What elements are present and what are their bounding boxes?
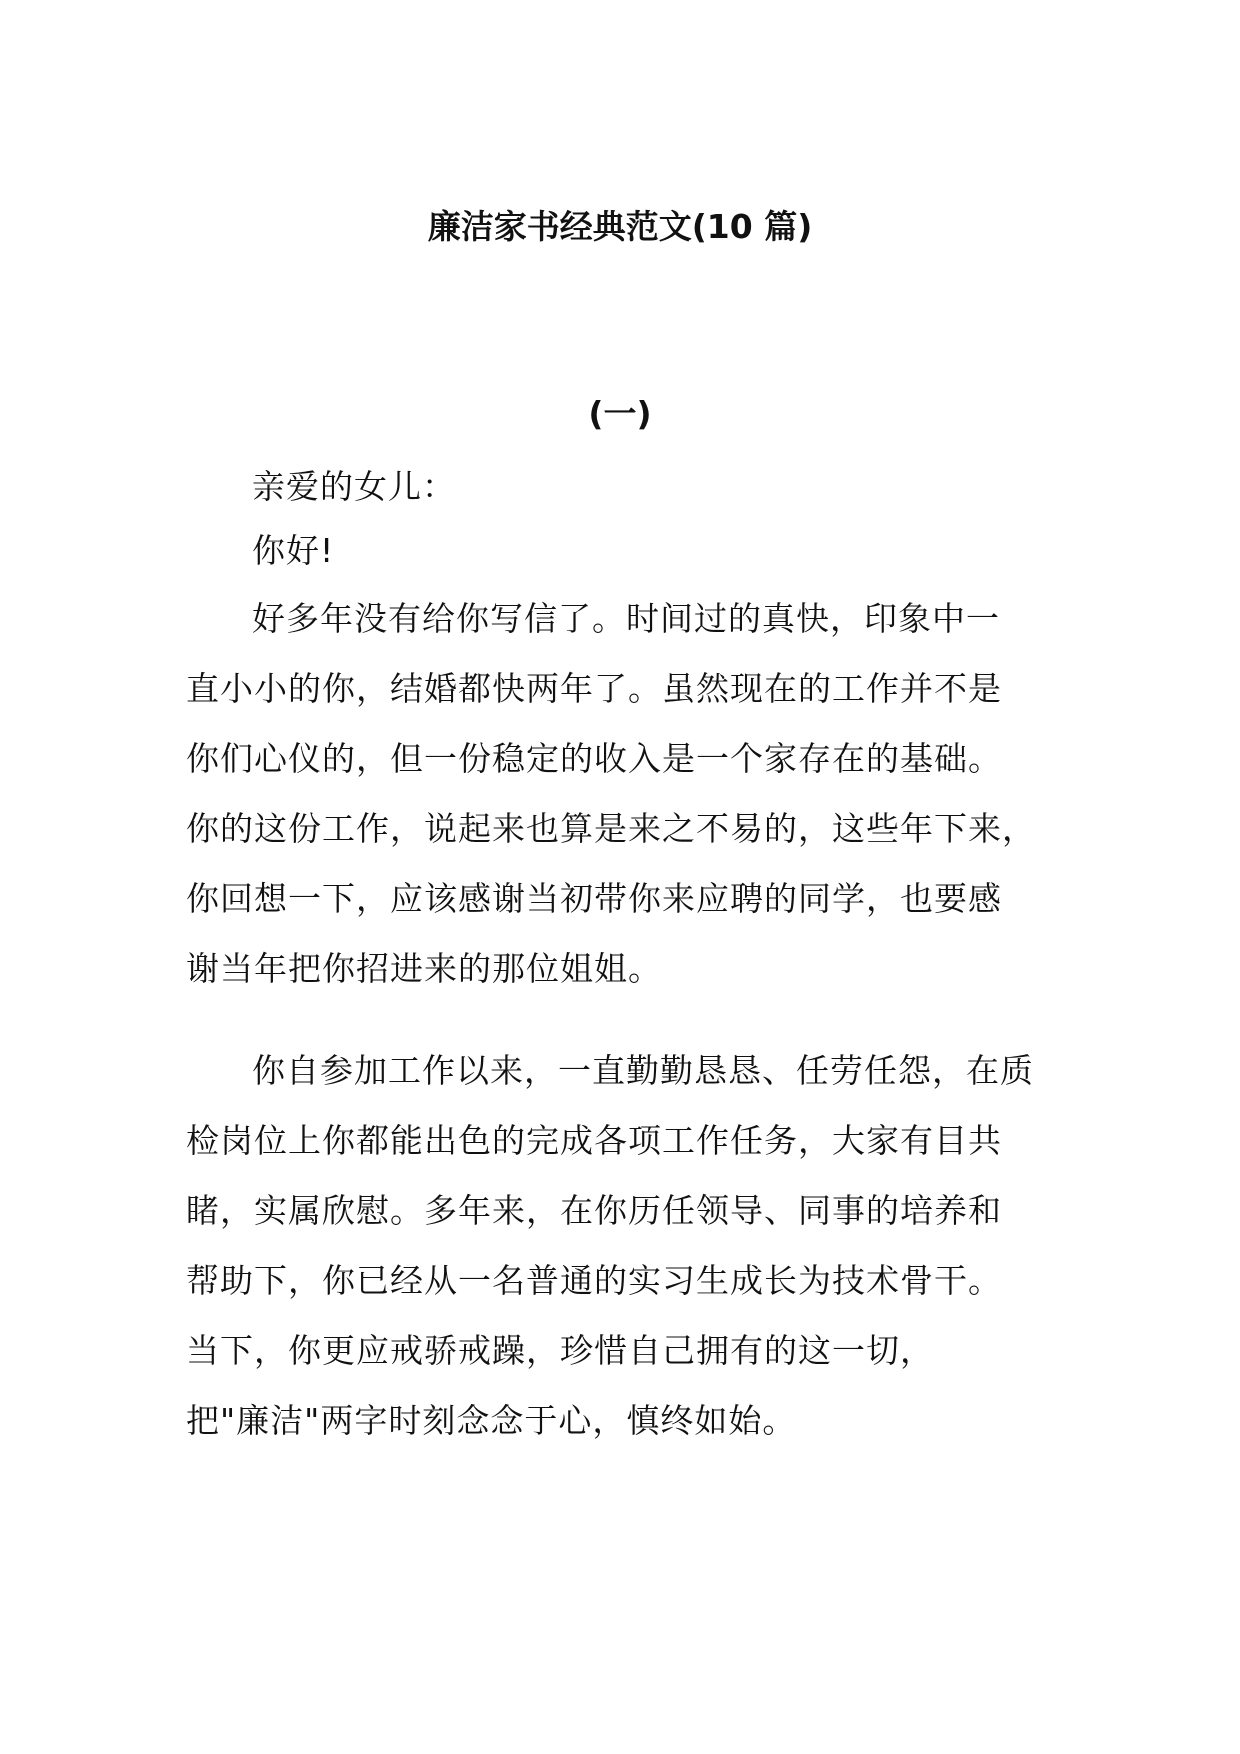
paragraph-line: 你回想一下，应该感谢当初带你来应聘的同学，也要感 bbox=[186, 879, 1002, 918]
paragraph-2 bbox=[186, 1036, 1066, 1456]
paragraph-line: 谢当年把你招进来的那位姐姐。 bbox=[186, 949, 662, 988]
paragraph-line: 你们心仪的，但一份稳定的收入是一个家存在的基础。 bbox=[186, 739, 1002, 778]
paragraph-line: 检岗位上你都能出色的完成各项工作任务，大家有目共 bbox=[186, 1121, 1002, 1160]
paragraph-line: 你的这份工作，说起来也算是来之不易的，这些年下来， bbox=[186, 809, 1036, 848]
paragraph-line: 你自参加工作以来，一直勤勤恳恳、任劳任怨，在质 bbox=[252, 1051, 1034, 1090]
paragraph-1 bbox=[186, 584, 1066, 1004]
greeting: 你好! bbox=[252, 531, 335, 570]
document-title: 廉洁家书经典范文(10 篇) bbox=[427, 207, 813, 246]
salutation: 亲爱的女儿： bbox=[252, 467, 456, 506]
paragraph-line: 当下，你更应戒骄戒躁，珍惜自己拥有的这一切， bbox=[186, 1331, 934, 1370]
paragraph-line: 睹，实属欣慰。多年来，在你历任领导、同事的培养和 bbox=[186, 1191, 1002, 1230]
paragraph-line: 好多年没有给你写信了。时间过的真快，印象中一 bbox=[252, 599, 1000, 638]
paragraph-line: 直小小的你，结婚都快两年了。虽然现在的工作并不是 bbox=[186, 669, 1002, 708]
paragraph-line: 把"廉洁"两字时刻念念于心，慎终如始。 bbox=[186, 1401, 797, 1440]
section-heading: (一) bbox=[588, 394, 652, 433]
paragraph-line: 帮助下，你已经从一名普通的实习生成长为技术骨干。 bbox=[186, 1261, 1002, 1300]
